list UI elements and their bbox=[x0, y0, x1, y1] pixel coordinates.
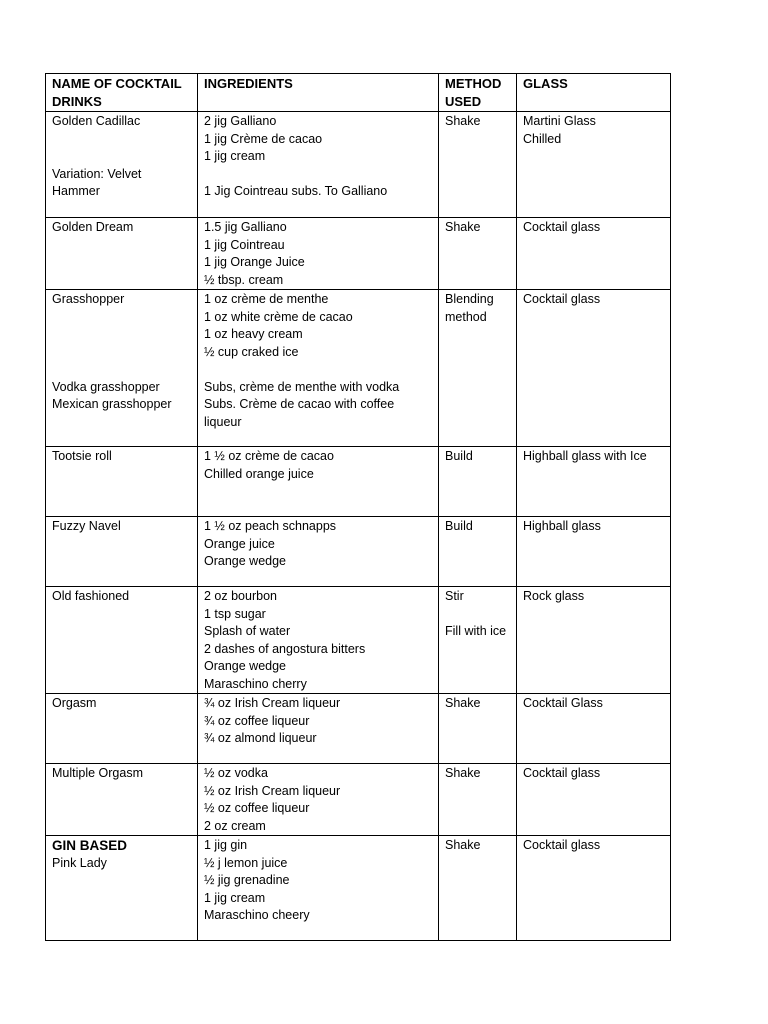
ingredients-line: Chilled orange juice bbox=[204, 466, 314, 481]
method-cell bbox=[439, 694, 517, 764]
glass-cell bbox=[517, 517, 671, 587]
ingredients-line: ½ jig grenadine bbox=[204, 873, 290, 887]
ingredients-line: ½ tbsp. cream bbox=[204, 272, 284, 287]
name-line: Golden Cadillac bbox=[52, 114, 141, 128]
glass-cell bbox=[517, 290, 671, 447]
glass-line: Highball glass bbox=[523, 519, 601, 533]
ingredients-line: ½ j lemon juice bbox=[204, 855, 288, 870]
method-cell bbox=[439, 112, 517, 218]
header-glass: GLASS bbox=[517, 74, 671, 112]
cocktail-name-cell bbox=[46, 764, 198, 836]
glass-cell bbox=[517, 587, 671, 694]
method-line: Blending bbox=[445, 292, 494, 306]
ingredients-cell bbox=[198, 587, 439, 694]
cocktail-name-cell bbox=[46, 112, 198, 218]
ingredients-line: 1 ½ oz peach schnapps bbox=[204, 519, 337, 533]
glass-cell bbox=[517, 694, 671, 764]
ingredients-cell bbox=[198, 218, 439, 290]
name-line: Variation: Velvet bbox=[52, 166, 142, 181]
ingredients-line: 1 jig cream bbox=[204, 890, 266, 905]
ingredients-line: 1 jig Cointreau bbox=[204, 237, 285, 252]
method-line: Shake bbox=[445, 696, 481, 710]
name-line: Vodka grasshopper bbox=[52, 379, 160, 394]
name-line bbox=[52, 148, 191, 166]
table-row bbox=[46, 836, 671, 941]
method-cell bbox=[439, 218, 517, 290]
method-line bbox=[445, 606, 510, 624]
table-body bbox=[46, 112, 671, 941]
table-row bbox=[46, 587, 671, 694]
glass-cell bbox=[517, 112, 671, 218]
name-line: Grasshopper bbox=[52, 292, 125, 306]
ingredients-line: ¾ oz coffee liqueur bbox=[204, 713, 310, 728]
ingredients-line: 2 dashes of angostura bitters bbox=[204, 641, 366, 656]
method-cell bbox=[439, 447, 517, 517]
header-name: NAME OF COCKTAIL DRINKS bbox=[46, 74, 198, 112]
glass-line: Chilled bbox=[523, 131, 562, 146]
glass-line: Cocktail Glass bbox=[523, 696, 603, 710]
method-cell bbox=[439, 290, 517, 447]
cocktail-name-cell bbox=[46, 218, 198, 290]
header-method: METHOD USED bbox=[439, 74, 517, 112]
name-line bbox=[52, 361, 191, 379]
method-cell bbox=[439, 517, 517, 587]
ingredients-line: Orange wedge bbox=[204, 659, 287, 673]
name-line: Hammer bbox=[52, 184, 100, 198]
ingredients-cell bbox=[198, 836, 439, 941]
ingredients-line: 1 jig Crème de cacao bbox=[204, 131, 323, 146]
glass-line: Highball glass with Ice bbox=[523, 449, 647, 463]
ingredients-line: Orange juice bbox=[204, 536, 275, 551]
table-row bbox=[46, 290, 671, 447]
ingredients-line: liqueur bbox=[204, 414, 242, 429]
ingredients-line: 1 oz white crème de cacao bbox=[204, 309, 353, 324]
cocktail-name-cell bbox=[46, 447, 198, 517]
name-line: Pink Lady bbox=[52, 855, 107, 870]
ingredients-line: 1 oz heavy cream bbox=[204, 327, 303, 341]
cocktail-name-cell bbox=[46, 694, 198, 764]
name-line: Orgasm bbox=[52, 696, 97, 710]
ingredients-line: Splash of water bbox=[204, 624, 291, 638]
glass-cell bbox=[517, 447, 671, 517]
table-row bbox=[46, 447, 671, 517]
name-line bbox=[52, 309, 191, 327]
glass-line: Cocktail glass bbox=[523, 292, 601, 306]
method-line: Build bbox=[445, 519, 473, 533]
ingredients-cell bbox=[198, 112, 439, 218]
method-line: method bbox=[445, 309, 487, 324]
cocktail-name-cell bbox=[46, 290, 198, 447]
ingredients-line: ¾ oz almond liqueur bbox=[204, 731, 317, 745]
ingredients-line: ½ oz vodka bbox=[204, 766, 268, 780]
ingredients-line: 1 Jig Cointreau subs. To Galliano bbox=[204, 184, 388, 198]
header-row bbox=[46, 74, 671, 112]
method-line: Shake bbox=[445, 838, 481, 852]
ingredients-line: 2 oz bourbon bbox=[204, 589, 277, 603]
ingredients-line: 1 jig gin bbox=[204, 838, 248, 852]
section-title: GIN BASED bbox=[52, 838, 128, 853]
ingredients-cell bbox=[198, 517, 439, 587]
ingredients-cell bbox=[198, 694, 439, 764]
cocktail-name-cell bbox=[46, 836, 198, 941]
method-cell bbox=[439, 764, 517, 836]
glass-cell bbox=[517, 218, 671, 290]
ingredients-line: ½ oz coffee liqueur bbox=[204, 801, 310, 815]
ingredients-line: Subs, crème de menthe with vodka bbox=[204, 379, 400, 394]
method-line: Stir bbox=[445, 589, 464, 603]
ingredients-cell bbox=[198, 764, 439, 836]
name-line bbox=[52, 344, 191, 362]
ingredients-line: Orange wedge bbox=[204, 554, 287, 568]
glass-cell bbox=[517, 836, 671, 941]
header-ingredients: INGREDIENTS bbox=[198, 74, 439, 112]
table-row bbox=[46, 517, 671, 587]
name-line bbox=[52, 326, 191, 344]
ingredients-line: 1.5 jig Galliano bbox=[204, 220, 287, 234]
name-line: Tootsie roll bbox=[52, 449, 112, 463]
cocktail-name-cell bbox=[46, 517, 198, 587]
glass-cell bbox=[517, 764, 671, 836]
table-row bbox=[46, 764, 671, 836]
glass-line: Cocktail glass bbox=[523, 766, 601, 780]
ingredients-line: Subs. Crème de cacao with coffee bbox=[204, 397, 395, 411]
name-line: Old fashioned bbox=[52, 589, 130, 603]
ingredients-line: ½ cup craked ice bbox=[204, 344, 299, 359]
name-line: Fuzzy Navel bbox=[52, 519, 121, 533]
ingredients-line: ¾ oz Irish Cream liqueur bbox=[204, 696, 341, 710]
ingredients-line: Maraschino cheery bbox=[204, 908, 310, 922]
ingredients-line bbox=[204, 361, 432, 379]
method-line: Fill with ice bbox=[445, 624, 507, 638]
ingredients-line bbox=[204, 166, 432, 184]
name-line bbox=[52, 131, 191, 149]
name-line: Mexican grasshopper bbox=[52, 397, 172, 411]
ingredients-line: ½ oz Irish Cream liqueur bbox=[204, 783, 341, 798]
ingredients-cell bbox=[198, 447, 439, 517]
method-cell bbox=[439, 836, 517, 941]
glass-line: Martini Glass bbox=[523, 114, 596, 128]
ingredients-line: 2 jig Galliano bbox=[204, 114, 277, 128]
ingredients-line: 1 tsp sugar bbox=[204, 606, 266, 621]
method-line: Shake bbox=[445, 114, 481, 128]
method-line: Shake bbox=[445, 220, 481, 234]
ingredients-line: 1 ½ oz crème de cacao bbox=[204, 449, 334, 463]
method-line: Shake bbox=[445, 766, 481, 780]
cocktail-name-cell bbox=[46, 587, 198, 694]
method-line: Build bbox=[445, 449, 473, 463]
table-row bbox=[46, 694, 671, 764]
table-row bbox=[46, 112, 671, 218]
ingredients-line: 1 oz crème de menthe bbox=[204, 292, 329, 306]
glass-line: Rock glass bbox=[523, 589, 585, 603]
glass-line: Cocktail glass bbox=[523, 220, 601, 234]
ingredients-line: Maraschino cherry bbox=[204, 676, 307, 691]
ingredients-line: 1 jig Orange Juice bbox=[204, 255, 305, 269]
glass-line: Cocktail glass bbox=[523, 838, 601, 852]
table-row bbox=[46, 218, 671, 290]
ingredients-line: 2 oz cream bbox=[204, 818, 266, 833]
ingredients-line: 1 jig cream bbox=[204, 149, 266, 163]
ingredients-cell bbox=[198, 290, 439, 447]
cocktail-table bbox=[45, 73, 671, 941]
name-line: Multiple Orgasm bbox=[52, 766, 143, 780]
name-line: Golden Dream bbox=[52, 220, 134, 234]
method-cell bbox=[439, 587, 517, 694]
